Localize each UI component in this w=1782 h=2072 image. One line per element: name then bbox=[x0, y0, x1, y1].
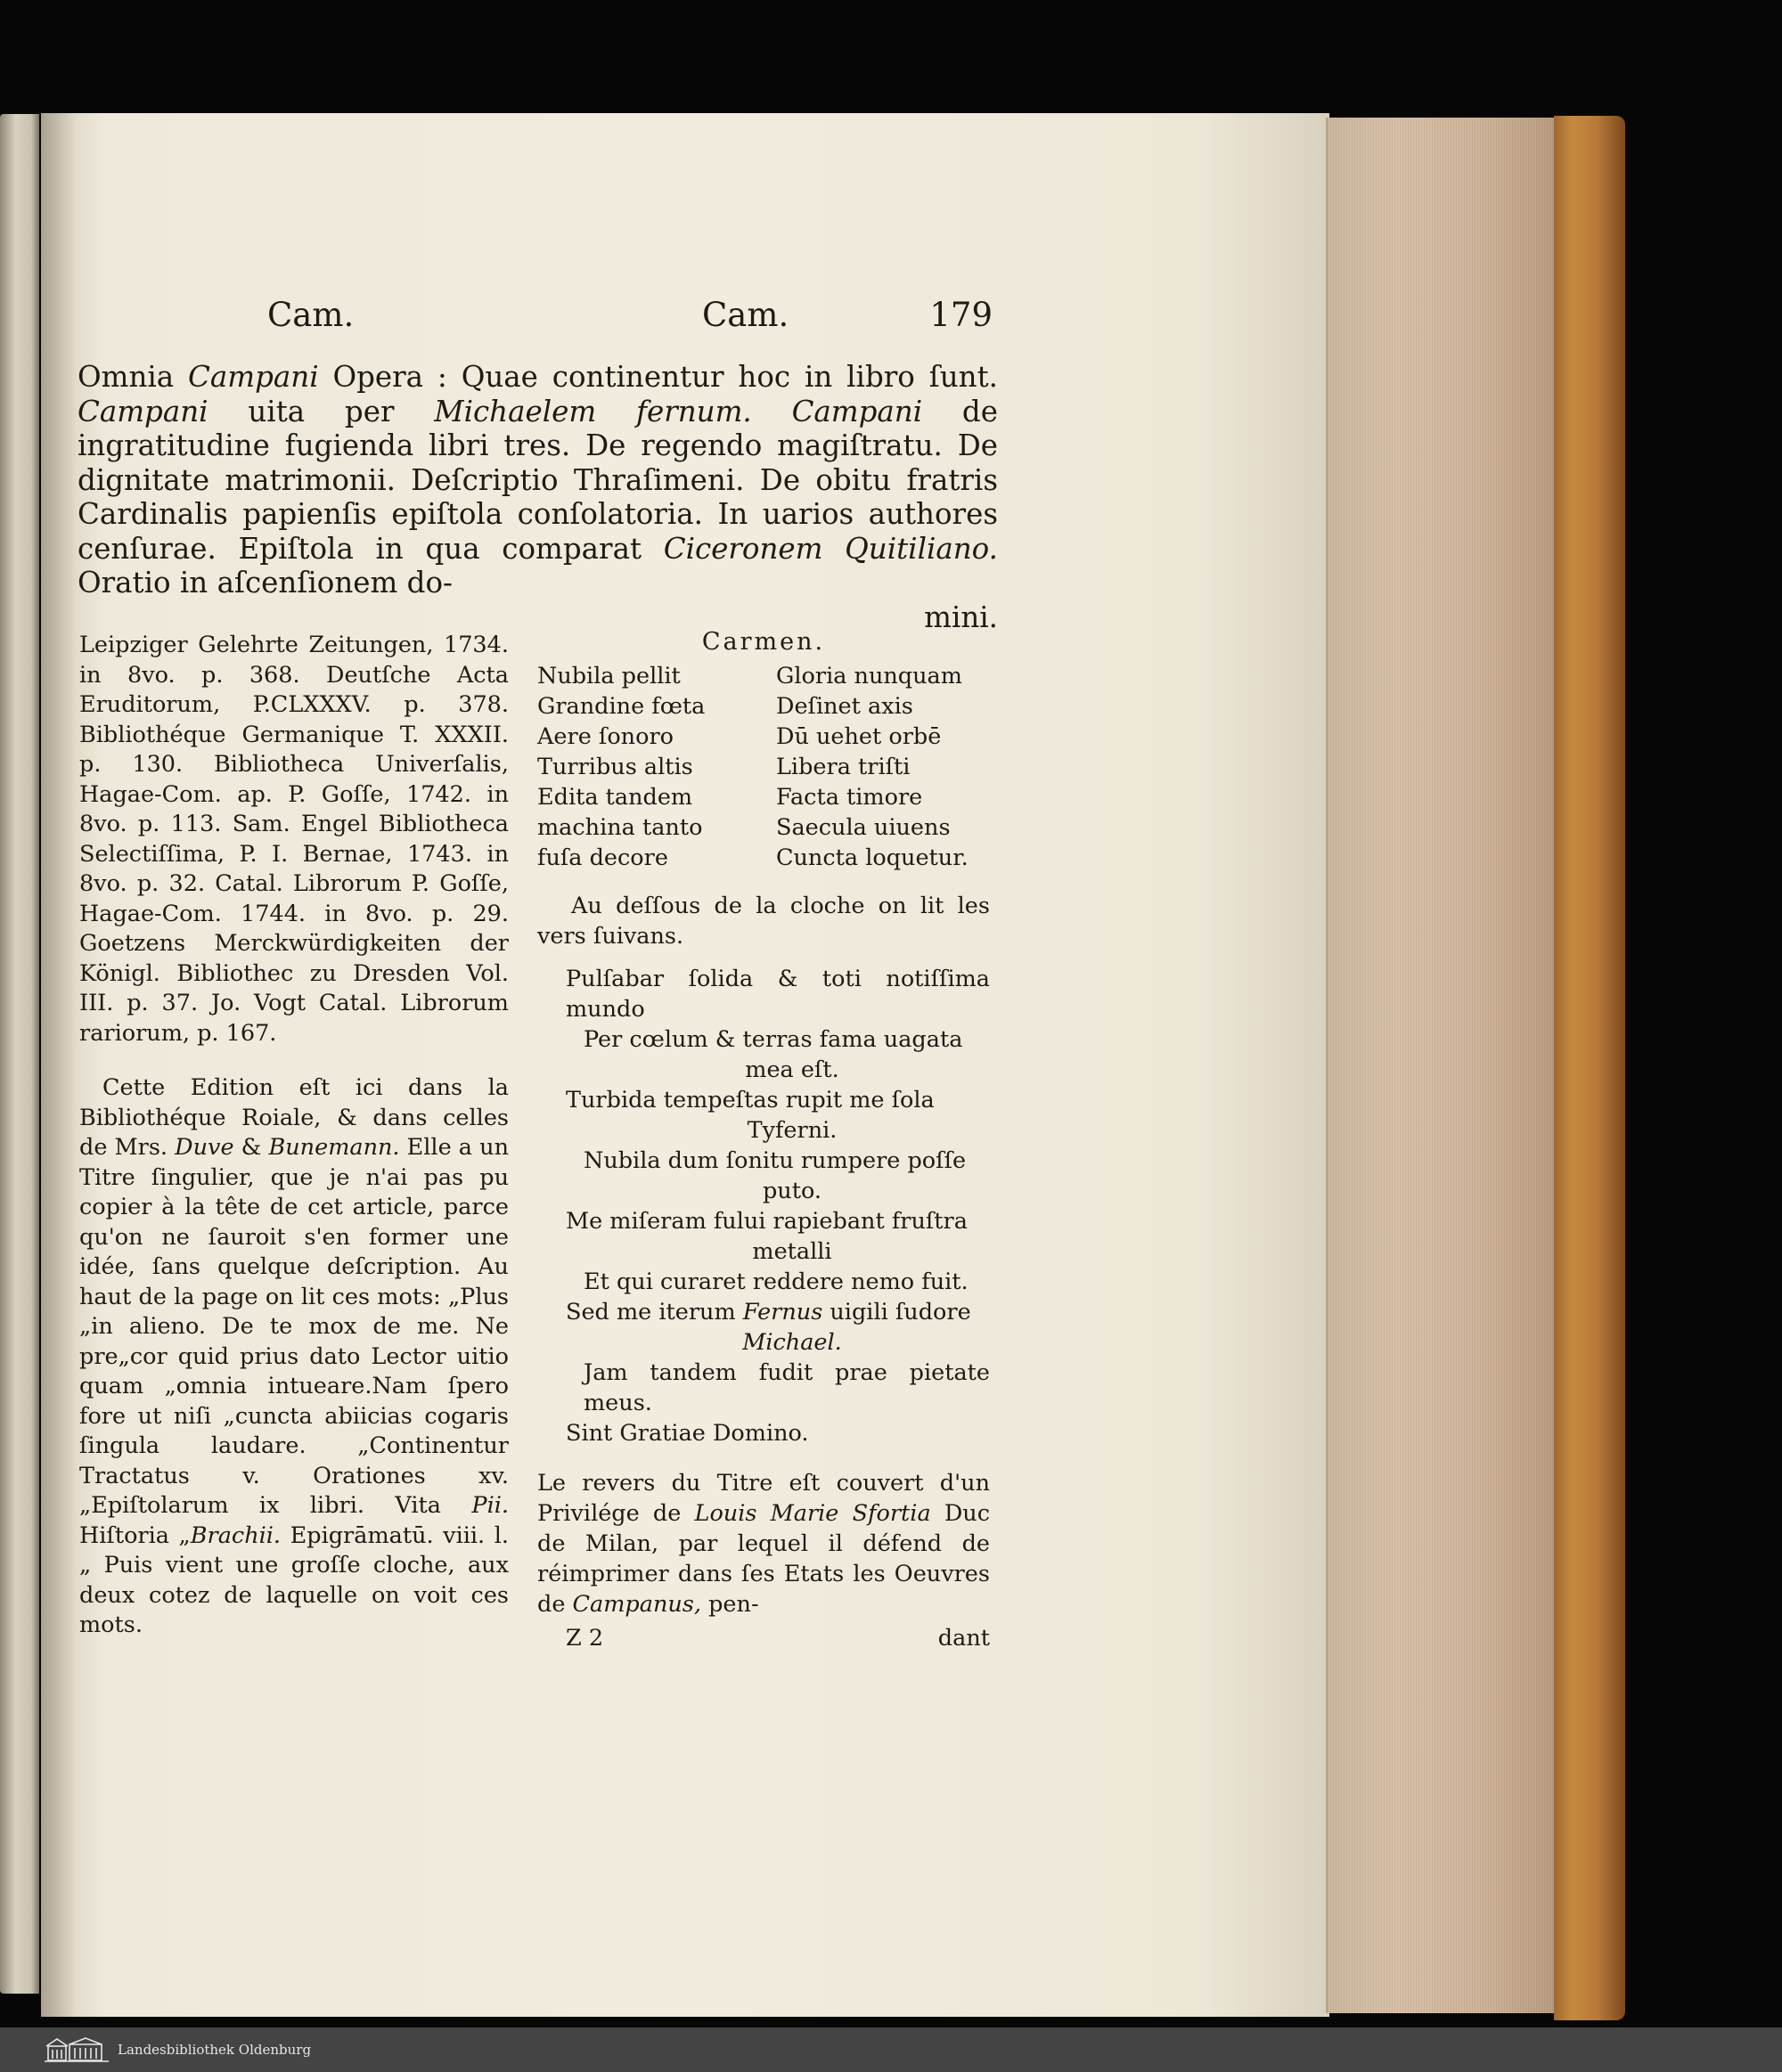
text-run: de ingratitudine fugienda libri tres. De regendo magiſtratu. De dignitate matrimonii. Deſcriptio Thraſimeni. De obitu fratris Cardinalis papienſis epiſtola conſolatoria. In uarios authores cenſurae. Epiſtola in qua comparat bbox=[78, 394, 998, 566]
poem-line: Per cœlum & terras fama uagata bbox=[584, 1026, 963, 1053]
carmen-line: fuſa decore bbox=[537, 844, 668, 871]
text-run: Opera : Quae continentur hoc in libro ſunt. bbox=[318, 360, 998, 394]
carmen-line: Turribus altis bbox=[537, 754, 693, 780]
text-run: pen- bbox=[701, 1591, 759, 1618]
library-name: Landesbibliothek Oldenburg bbox=[118, 2042, 312, 2058]
text-run: Cette Edition eſt ici dans la Bibliothéque Roiale, & dans celles de Mrs. bbox=[79, 1074, 509, 1161]
header-center: Cam. bbox=[702, 296, 789, 334]
poem-line: Pulſabar ſolida & toti notiſſima mundo bbox=[566, 966, 990, 1023]
signature-mark: Z 2 bbox=[566, 1625, 604, 1652]
poem-line: Turbida tempeſtas rupit me ſola bbox=[566, 1087, 935, 1113]
italic-text: Campani bbox=[188, 360, 319, 394]
carmen-line: Libera triſti bbox=[776, 754, 911, 780]
references-paragraph: Leipziger Gelehrte Zeitungen, 1734. in 8vo. p. 368. Deutſche Acta Eruditorum, P.CLXXXV. p. 378. Bibliothéque Germanique T. XXXII. p. 130. Bibliotheca Univerſalis, Hagae-Com. ap. P. Goſſe, 1742. in 8vo. p. 113. Sam. Engel Bibliotheca Selectiſſima, P. I. Bernae, 1743. in 8vo. p. 32. Catal. Librorum P. Goſſe, Hagae-Com. 1744. in 8vo. p. 29. Goetzens Merckwürdigkeiten der Königl. Bibliothec zu Dresden Vol. III. p. 37. Jo. Vogt Catal. Librorum rariorum, p. 167. bbox=[79, 632, 509, 1047]
italic-text: Bunemann. bbox=[268, 1134, 400, 1161]
italic-text: Duve bbox=[175, 1134, 234, 1161]
poem-name-fernus: Fernus bbox=[742, 1299, 823, 1326]
privilege-paragraph bbox=[537, 1468, 990, 1619]
intro-body bbox=[78, 360, 998, 600]
text-run: & bbox=[233, 1134, 269, 1161]
header-left: Cam. bbox=[267, 296, 355, 334]
carmen-verses bbox=[537, 661, 990, 873]
poem-runover: puto. bbox=[762, 1178, 822, 1204]
poem-line: Nubila dum ſonitu rumpere poſſe bbox=[584, 1147, 967, 1174]
page-foot bbox=[537, 1623, 990, 1653]
text-run: Omnia bbox=[78, 360, 189, 394]
text-run bbox=[752, 395, 792, 428]
carmen-line: Deſinet axis bbox=[776, 693, 913, 720]
italic-text: Michaelem fernum. bbox=[434, 394, 752, 428]
carmen-line: Facta timore bbox=[776, 784, 923, 811]
poem-runover bbox=[537, 1327, 990, 1358]
footer-bar bbox=[0, 2027, 1782, 2072]
poem-line bbox=[537, 1297, 990, 1327]
poem-text: Sed me iterum bbox=[566, 1299, 743, 1326]
poem-runover: metalli bbox=[752, 1238, 832, 1265]
text-run: Elle a un Titre ſingulier, que je n'ai pas pu copier à la tête de cet article, parce qu'on ne ſauroit s'en former une idée, ſans quelque deſcription. Au haut de la page on lit ces mots: „Plus „in alieno. De te mox de me. Ne pre„cor quid prius dato Lector uitio quam „omnia intueare.Nam ſpero fore ut niſi „cuncta abiicias cogaris ſingula laudare. „Continentur Tractatus v. Orationes xv. „Epiſtolarum ix libri. Vita bbox=[79, 1134, 509, 1519]
text-run: Duc de Milan, par lequel il défend de réimprimer dans ſes Etats les Oeuvres de bbox=[537, 1500, 990, 1618]
carmen-line: Nubila pellit bbox=[537, 663, 681, 689]
carmen-title: Carmen. bbox=[701, 628, 826, 656]
poem-name-michael: Michael. bbox=[742, 1329, 842, 1356]
facing-page-edge bbox=[0, 114, 39, 1994]
text-run: Oratio in aſcenſionem do- bbox=[78, 566, 453, 600]
text-run: Epigrāmatū. viii. l. „ Puis vient une groſſe cloche, aux deux cotez de laquelle on voit ces mots. bbox=[79, 1521, 510, 1638]
poem-line: Sint Gratiae Domino. bbox=[566, 1420, 809, 1447]
italic-text: Pii. bbox=[471, 1492, 509, 1519]
carmen-line: Aere ſonoro bbox=[537, 723, 674, 750]
library-building-icon bbox=[43, 2035, 110, 2064]
carmen-line: Gloria nunquam bbox=[776, 663, 962, 689]
italic-text: Brachii. bbox=[190, 1521, 282, 1549]
title-description bbox=[78, 360, 998, 634]
italic-text: Campanus, bbox=[572, 1591, 701, 1618]
right-column bbox=[537, 627, 990, 1653]
poem-line: Jam tandem fudit prae pietate meus. bbox=[584, 1359, 990, 1416]
text-run: uita per bbox=[208, 394, 435, 428]
poem-runover: Tyferni. bbox=[747, 1117, 838, 1144]
bell-poem bbox=[537, 964, 990, 1448]
carmen-line: machina tanto bbox=[537, 814, 703, 841]
edition-paragraph bbox=[79, 1073, 509, 1641]
poem-line: Et qui curaret reddere nemo fuit. bbox=[584, 1268, 969, 1295]
italic-text: Louis Marie Sfortia bbox=[694, 1500, 931, 1527]
gutter-shadow bbox=[41, 113, 77, 2017]
text-run: Le revers du Titre eſt couvert d'un Privilége de bbox=[537, 1470, 990, 1527]
italic-text: Campani bbox=[78, 394, 208, 428]
book-cover bbox=[1554, 116, 1625, 2020]
carmen-line: Saecula uiuens bbox=[776, 814, 951, 841]
page-edges bbox=[1326, 118, 1556, 2013]
carmen-line: Grandine fœta bbox=[537, 693, 706, 720]
italic-text: Ciceronem Quitiliano. bbox=[663, 531, 999, 566]
page-number: 179 bbox=[929, 296, 993, 334]
catchword: dant bbox=[937, 1625, 990, 1652]
carmen-line: Dū uehet orbē bbox=[776, 723, 942, 750]
text-run: Hiſtoria „ bbox=[79, 1521, 191, 1549]
poem-text: uigili ſudore bbox=[822, 1299, 971, 1326]
carmen-line: Edita tandem bbox=[537, 784, 693, 811]
bell-note: Au deſſous de la cloche on lit les vers ſuivans. bbox=[537, 893, 990, 950]
poem-line: Me miſeram fului rapiebant fruſtra bbox=[566, 1208, 968, 1235]
poem-runover: mea eſt. bbox=[745, 1056, 839, 1083]
intro-last-line: mini. bbox=[924, 600, 998, 634]
carmen-line: Cuncta loquetur. bbox=[776, 844, 969, 871]
running-header bbox=[267, 296, 998, 346]
left-column bbox=[79, 631, 509, 1641]
italic-text: Campani bbox=[791, 394, 923, 428]
